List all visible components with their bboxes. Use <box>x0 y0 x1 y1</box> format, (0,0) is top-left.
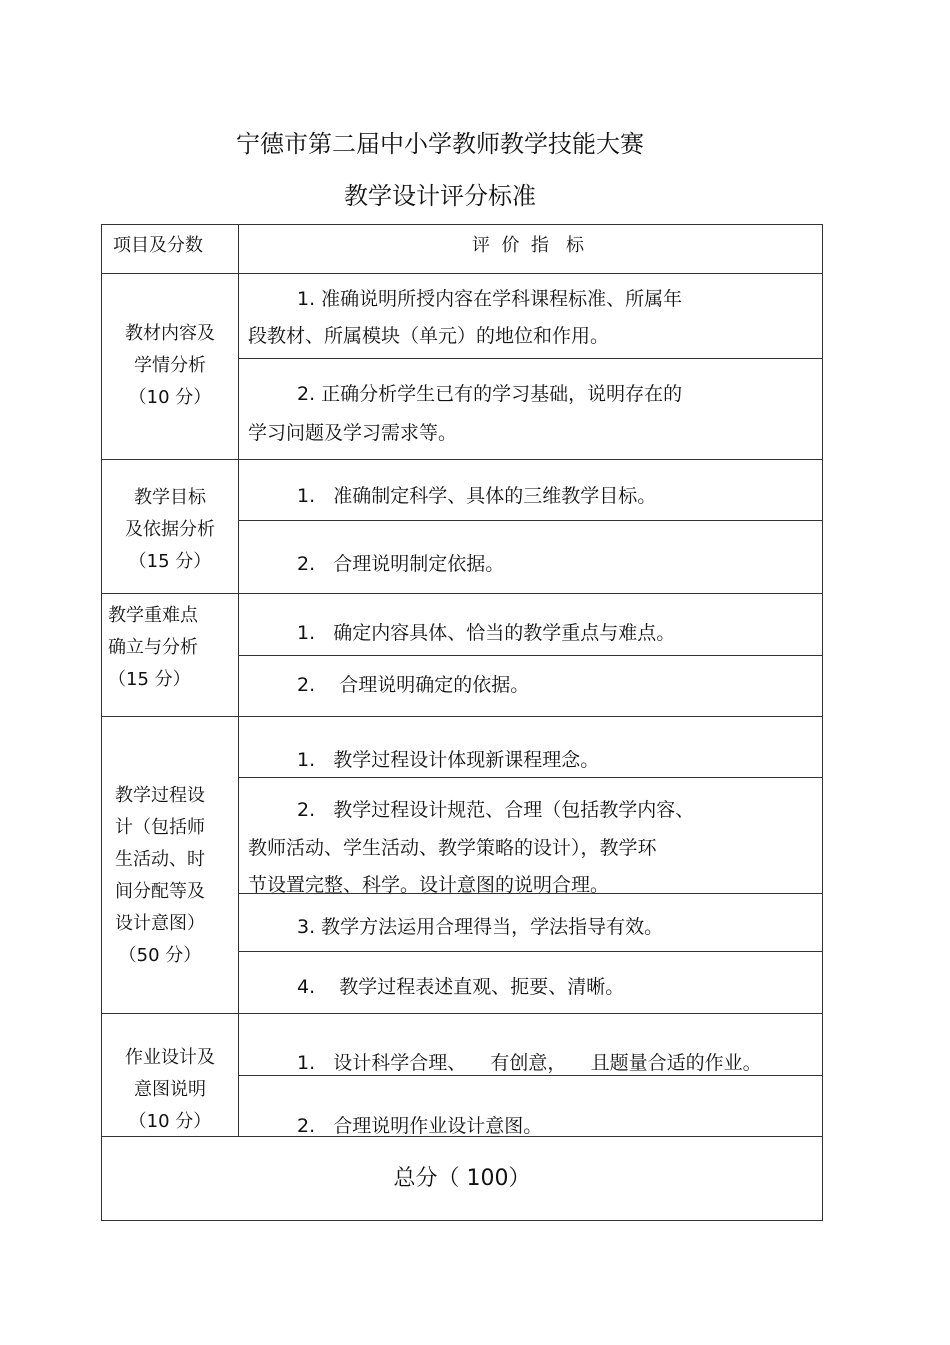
category-line: 教材内容及 <box>125 323 215 344</box>
header-criteria: 评 价 指 标 <box>472 235 585 256</box>
criteria-text: 2. 合理说明确定的依据。 <box>297 674 530 696</box>
criteria-text: 段教材、所属模块（单元）的地位和作用。 <box>248 325 610 347</box>
table-border-right <box>822 224 823 1221</box>
row-divider-section-2 <box>101 593 823 594</box>
category-line: 确立与分析 <box>108 637 198 658</box>
column-divider <box>238 224 239 1136</box>
criteria-text: 1. 准确说明所授内容在学科课程标准、所属年 <box>297 288 683 310</box>
item-divider <box>238 520 823 521</box>
table-border-bottom <box>101 1220 823 1221</box>
row-divider-header <box>101 273 823 274</box>
category-line: 间分配等及 <box>115 881 205 902</box>
category-line: （15 分） <box>128 551 212 572</box>
criteria-text: 1. 确定内容具体、恰当的教学重点与难点。 <box>297 622 676 644</box>
criteria-text: 2. 合理说明作业设计意图。 <box>297 1115 543 1137</box>
row-divider-section-1 <box>101 459 823 460</box>
row-divider-section-3 <box>101 716 823 717</box>
criteria-text: 3. 教学方法运用合理得当，学法指导有效。 <box>297 916 664 938</box>
table-border-top <box>101 224 823 225</box>
item-divider <box>238 777 823 778</box>
criteria-text: 节设置完整、科学。设计意图的说明合理。 <box>248 874 610 896</box>
document-subtitle: 教学设计评分标准 <box>344 182 536 210</box>
category-line: 设计意图） <box>115 913 205 934</box>
criteria-text: 1. 准确制定科学、具体的三维教学目标。 <box>297 485 657 507</box>
category-section-3 <box>108 600 198 696</box>
header-project-score: 项目及分数 <box>113 235 203 256</box>
item-divider <box>238 655 823 656</box>
category-section-5 <box>102 1042 238 1138</box>
category-line: （10 分） <box>128 387 212 408</box>
criteria-text: 2. 教学过程设计规范、合理（包括教学内容、 <box>297 799 695 821</box>
category-section-1 <box>102 318 238 414</box>
item-divider <box>238 358 823 359</box>
criteria-text: 4. 教学过程表述直观、扼要、清晰。 <box>297 976 625 998</box>
criteria-text: 教师活动、学生活动、教学策略的设计），教学环 <box>248 837 657 859</box>
document-title: 宁德市第二届中小学教师教学技能大赛 <box>236 130 644 158</box>
criteria-text: 学习问题及学习需求等。 <box>248 422 458 444</box>
criteria-text: 1. 设计科学合理、 有创意， 且题量合适的作业。 <box>297 1052 762 1074</box>
criteria-text: 2. 正确分析学生已有的学习基础，说明存在的 <box>297 383 683 405</box>
item-divider <box>238 1075 823 1076</box>
category-line: 教学重难点 <box>108 605 198 626</box>
row-divider-section-4 <box>101 1013 823 1014</box>
category-line: （50 分） <box>118 945 202 966</box>
category-line: （10 分） <box>128 1111 212 1132</box>
category-line: 作业设计及 <box>125 1047 215 1068</box>
criteria-text: 1. 教学过程设计体现新课程理念。 <box>297 749 600 771</box>
category-line: 教学过程设 <box>115 785 205 806</box>
category-line: 学情分析 <box>134 355 206 376</box>
category-section-2 <box>102 482 238 578</box>
category-line: 意图说明 <box>134 1079 206 1100</box>
category-line: 教学目标 <box>134 487 206 508</box>
criteria-text: 2. 合理说明制定依据。 <box>297 553 505 575</box>
category-line: 生活动、时 <box>115 849 205 870</box>
category-line: 计（包括师 <box>115 817 205 838</box>
total-score: 总分（ 100） <box>393 1166 531 1191</box>
item-divider <box>238 951 823 952</box>
category-section-4 <box>102 780 218 972</box>
category-line: 及依据分析 <box>125 519 215 540</box>
category-line: （15 分） <box>108 669 191 690</box>
